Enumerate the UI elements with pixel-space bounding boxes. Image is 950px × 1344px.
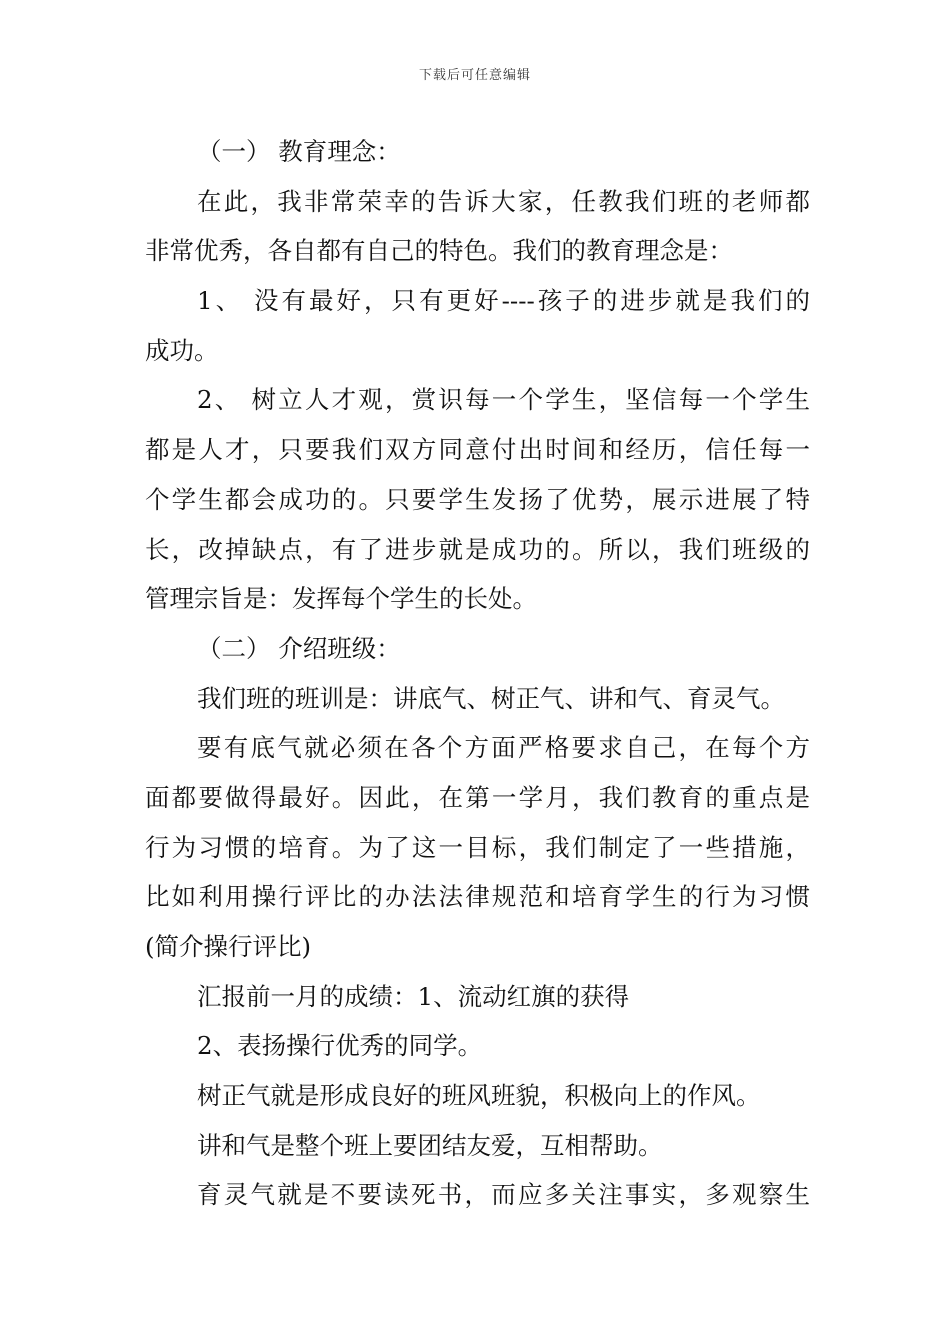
paragraph-line: 讲和气是整个班上要团结友爱，互相帮助。 — [197, 1130, 663, 1160]
header-note: 下载后可任意编辑 — [418, 68, 531, 83]
paragraph-line: 管理宗旨是：发挥每个学生的长处。 — [145, 584, 537, 614]
paragraph-line: 树正气就是形成良好的班风班貌，积极向上的作风。 — [197, 1081, 761, 1111]
paragraph-line: 比如利用操行评比的办法法律规范和培育学生的行为习惯 — [145, 882, 810, 912]
paragraph-line: 面都要做得最好。因此，在第一学月，我们教育的重点是 — [145, 782, 810, 812]
paragraph-line: 在此，我非常荣幸的告诉大家，任教我们班的老师都 — [197, 186, 810, 216]
paragraph-line: 成功。 — [145, 335, 219, 365]
paragraph-line: (简介操行评比) — [145, 932, 312, 961]
paragraph-line: 行为习惯的培育。为了这一目标，我们制定了一些措施， — [145, 832, 810, 862]
paragraph-line: 2、表扬操行优秀的同学。 — [197, 1031, 483, 1061]
paragraph-line: 都是人才，只要我们双方同意付出时间和经历，信任每一 — [145, 435, 810, 465]
paragraph-line: 汇报前一月的成绩：1、流动红旗的获得 — [197, 981, 630, 1011]
list-item-line: 2、 树立人才观，赏识每一个学生，坚信每一个学生 — [197, 385, 810, 415]
paragraph-line: 要有底气就必须在各个方面严格要求自己，在每个方 — [197, 733, 810, 763]
paragraph-line: 个学生都会成功的。只要学生发扬了优势，展示进展了特 — [145, 484, 810, 514]
paragraph-line: 我们班的班训是：讲底气、树正气、讲和气、育灵气。 — [197, 683, 785, 713]
section-heading: （二） 介绍班级： — [197, 633, 401, 663]
document-body — [145, 127, 810, 1220]
paragraph-line: 育灵气就是不要读死书，而应多关注事实，多观察生 — [197, 1180, 810, 1210]
paragraph-line: 长，改掉缺点，有了进步就是成功的。所以，我们班级的 — [145, 534, 810, 564]
list-item-line: 1、 没有最好，只有更好----孩子的进步就是我们的 — [197, 286, 810, 316]
paragraph-line: 非常优秀，各自都有自己的特色。我们的教育理念是： — [145, 236, 733, 266]
section-heading: （一） 教育理念： — [197, 137, 401, 166]
